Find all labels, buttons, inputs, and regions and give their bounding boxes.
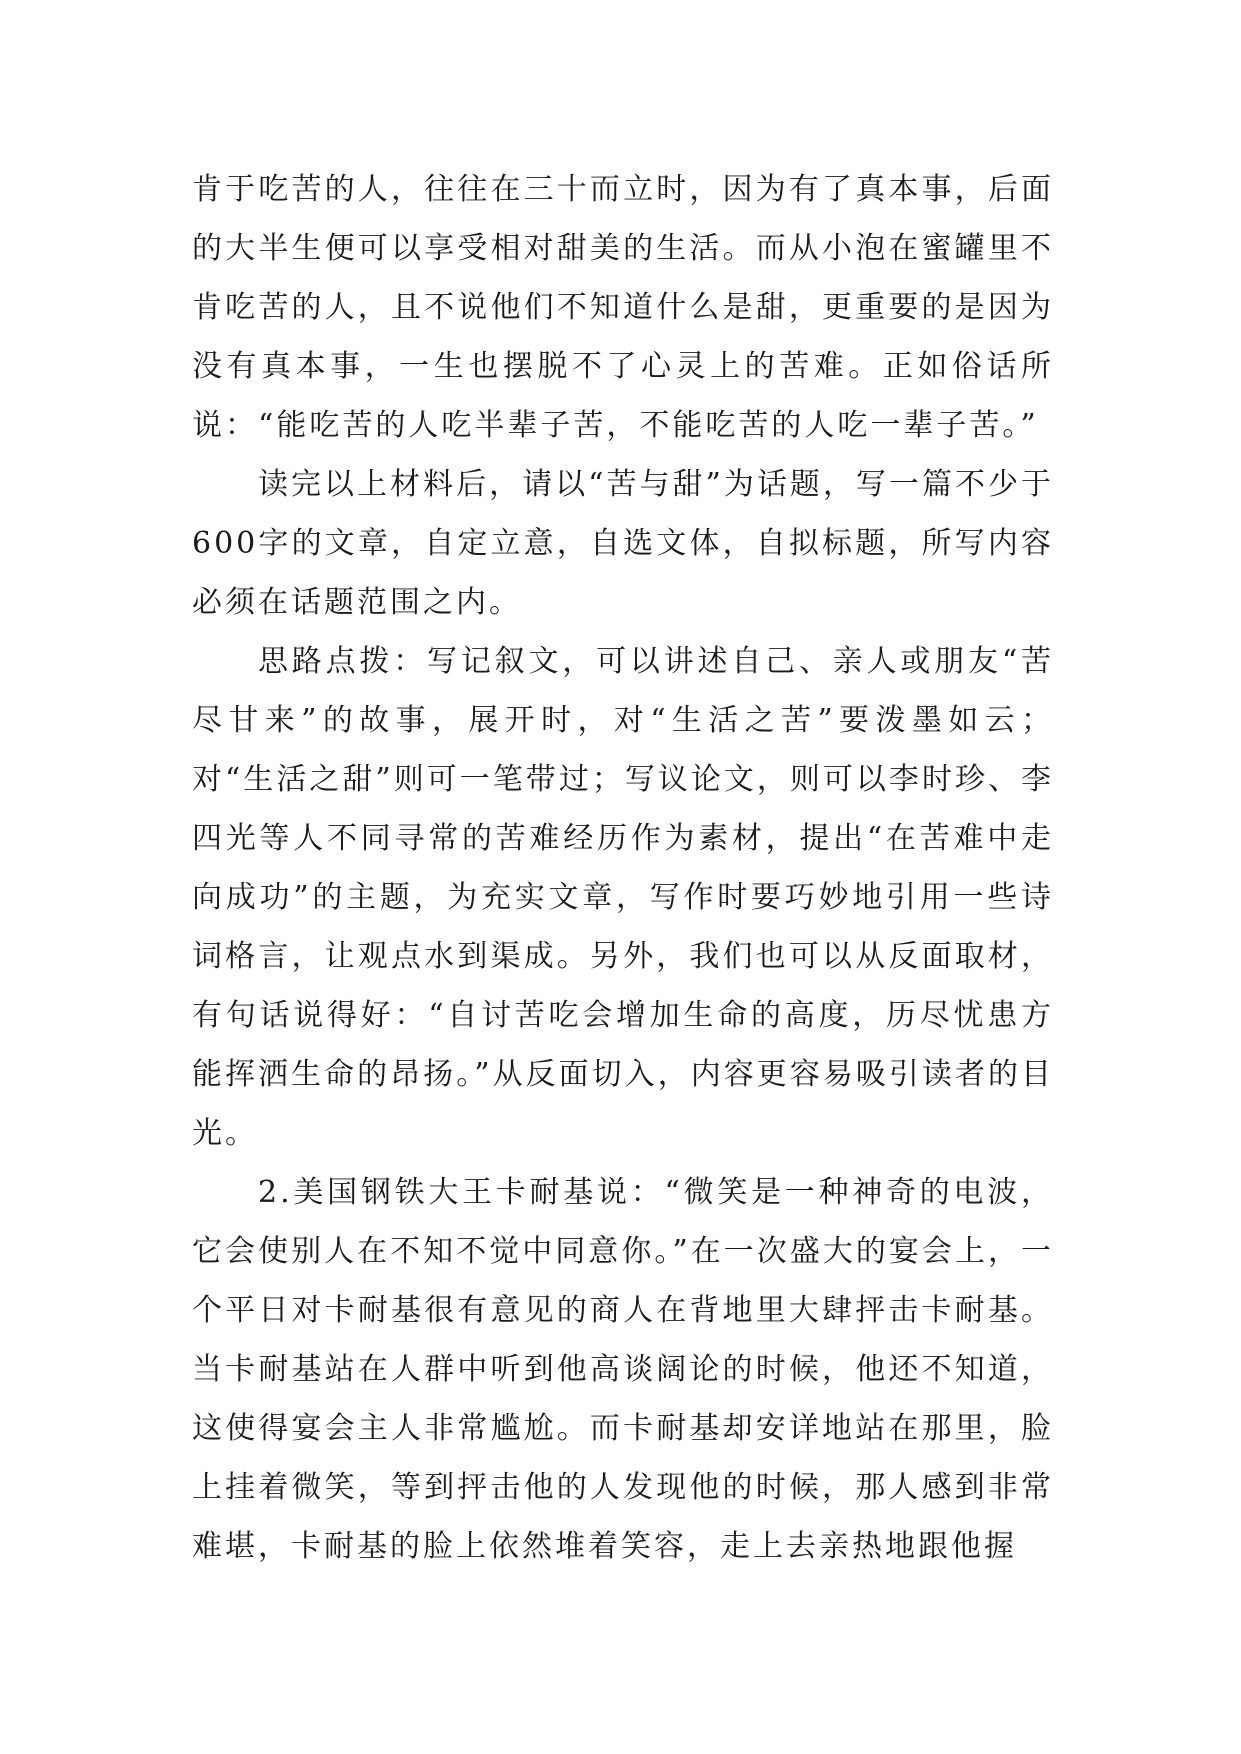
paragraph-writing-prompt: 读完以上材料后，请以“苦与甜”为话题，写一篇不少于600字的文章，自定立意，自选文体，自拟标题，所写内容必须在话题范围之内。	[192, 467, 1054, 620]
paragraph-writing-tips: 思路点拨：写记叙文，可以讲述自己、亲人或朋友“苦尽甘来”的故事，展开时，对“生活之苦”要泼墨如云；对“生活之甜”则可一笔带过；写议论文，则可以李时珍、李四光等人不同寻常的苦难经历作为素材，提出“在苦难中走向成功”的主题，为充实文章，写作时要巧妙地引用一些诗词格言，让观点水到渠成。另外，我们也可以从反面取材，有句话说得好：“自讨苦吃会增加生命的高度，历尽忧患方能挥洒生命的昂扬。”从反面切入，内容更容易吸引读者的目光。	[192, 644, 1054, 1151]
paragraph-question-2: 2.美国钢铁大王卡耐基说：“微笑是一种神奇的电波，它会使别人在不知不觉中同意你。”在一次盛大的宴会上，一个平日对卡耐基很有意见的商人在背地里大肆抨击卡耐基。当卡耐基站在人群中听到他高谈阔论的时候，他还不知道，这使得宴会主人非常尴尬。而卡耐基却安详地站在那里，脸上挂着微笑，等到抨击他的人发现他的时候，那人感到非常难堪，卡耐基的脸上依然堆着笑容，走上去亲热地跟他握	[192, 1175, 1054, 1564]
document-body	[192, 160, 1054, 1576]
paragraph-material-ending: 肯于吃苦的人，往往在三十而立时，因为有了真本事，后面的大半生便可以享受相对甜美的生活。而从小泡在蜜罐里不肯吃苦的人，且不说他们不知道什么是甜，更重要的是因为没有真本事，一生也摆脱不了心灵上的苦难。正如俗话所说：“能吃苦的人吃半辈子苦，不能吃苦的人吃一辈子苦。”	[192, 172, 1054, 443]
